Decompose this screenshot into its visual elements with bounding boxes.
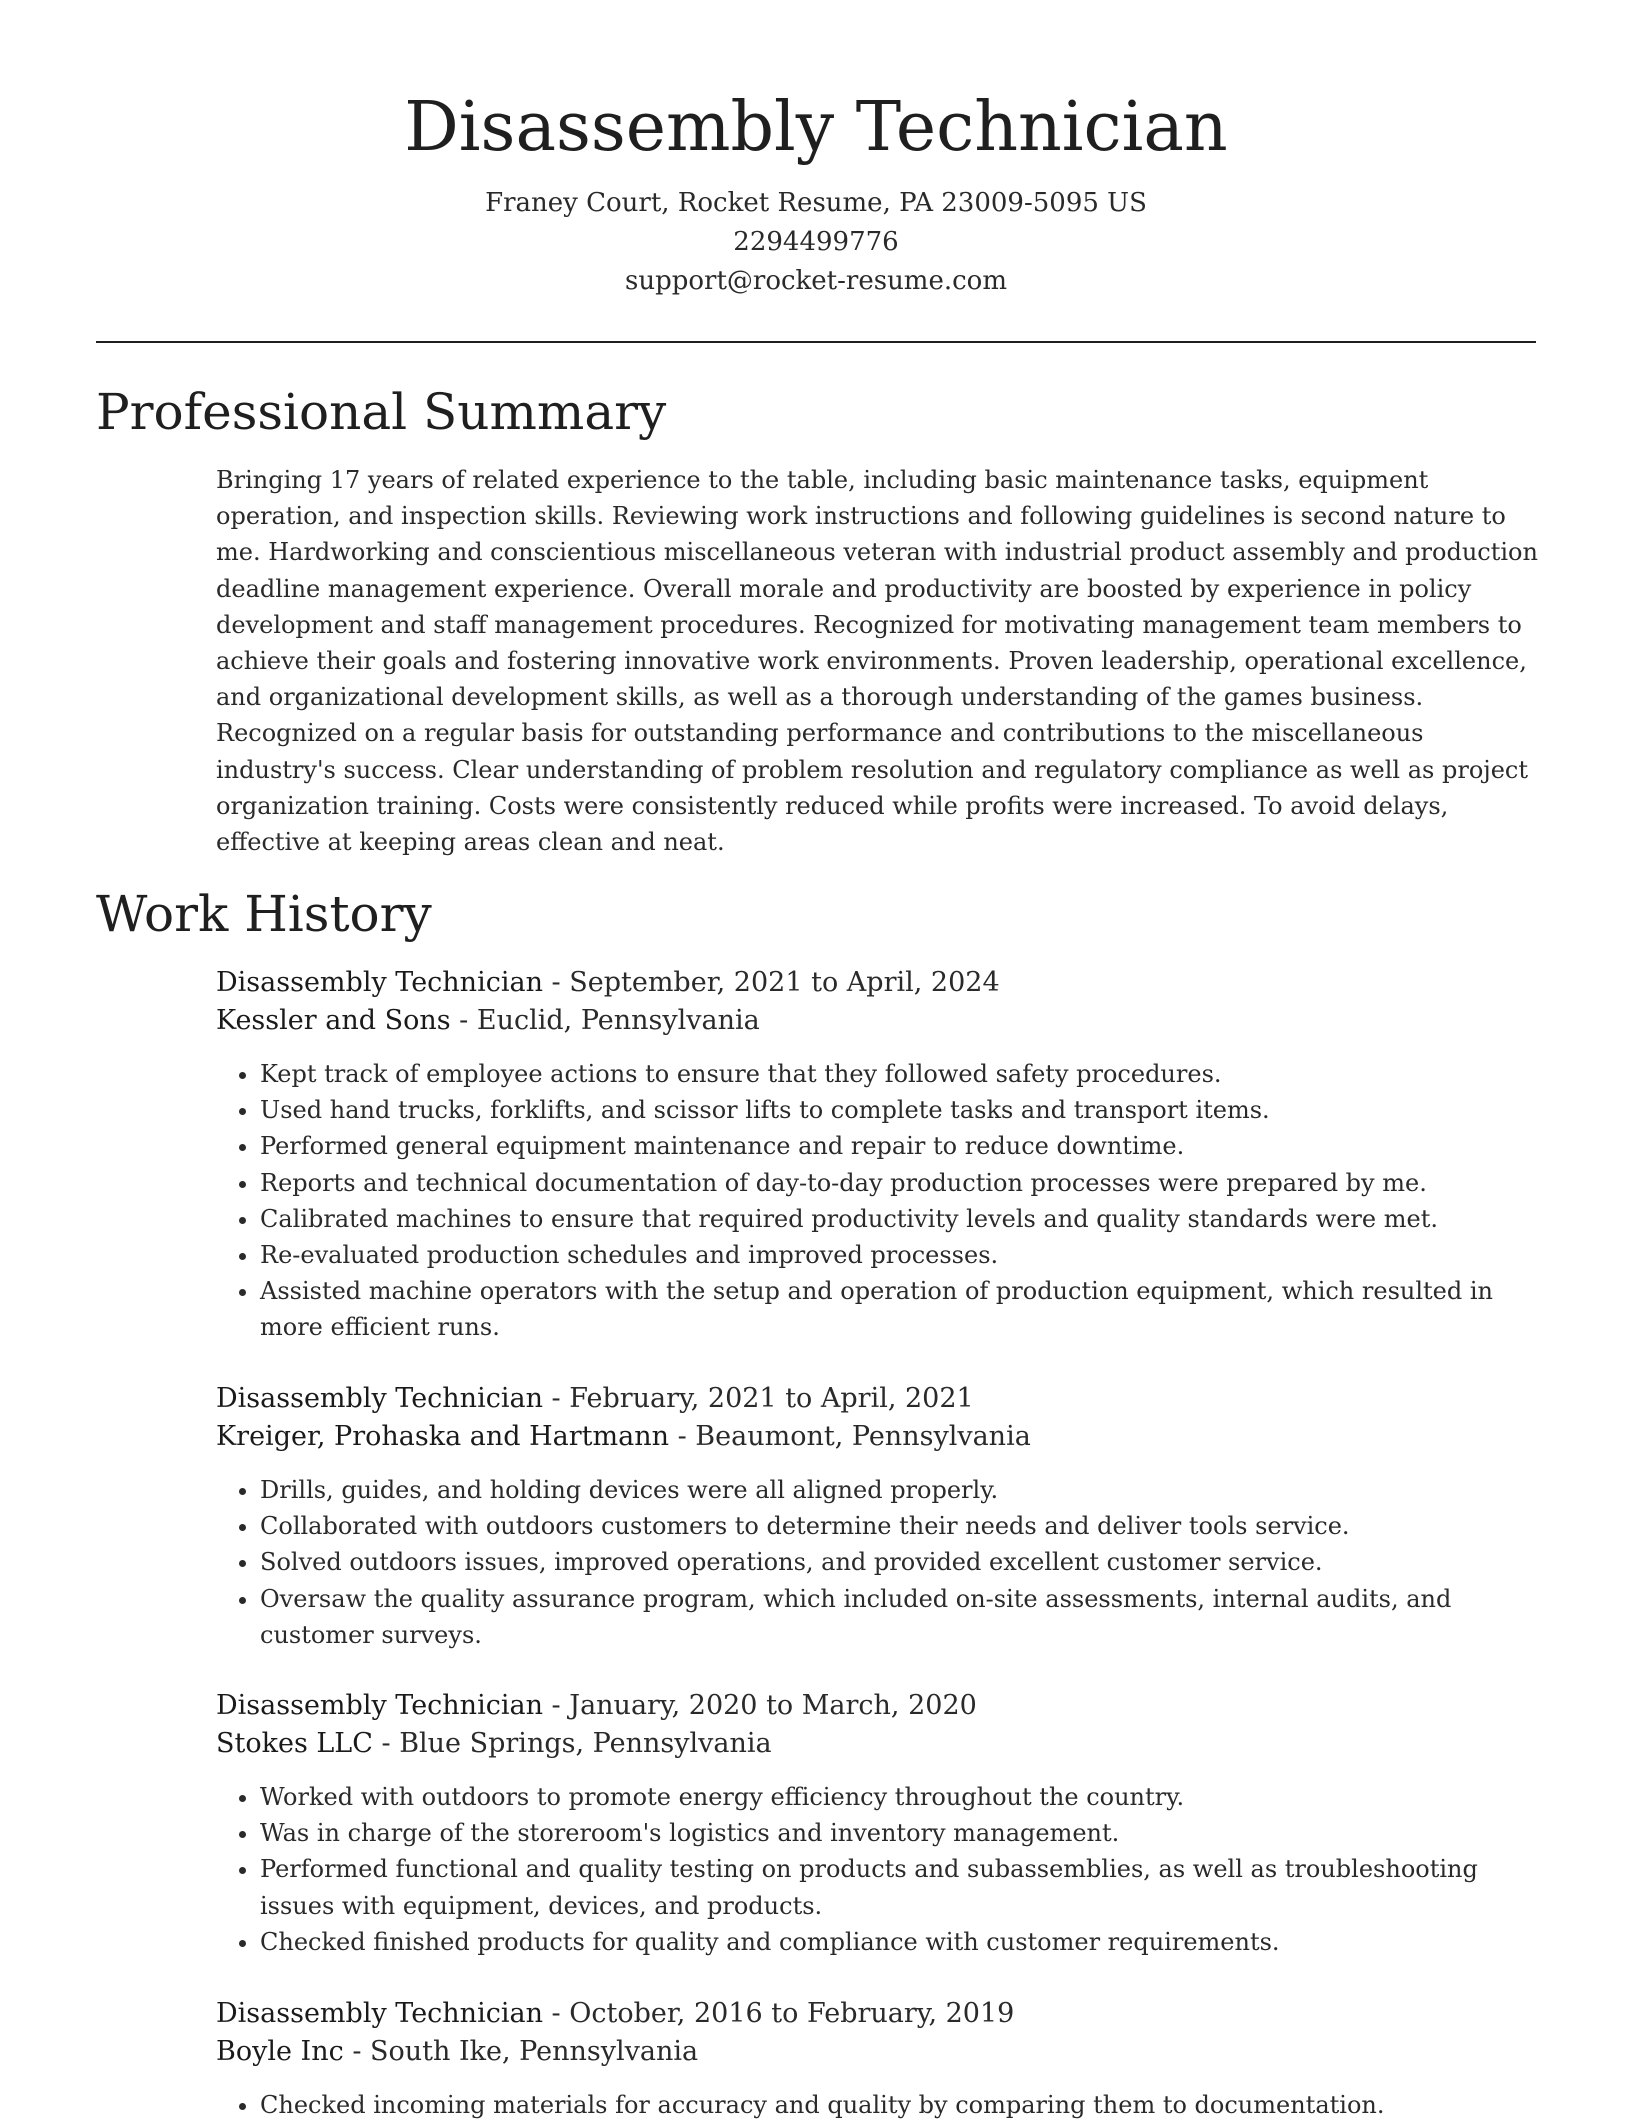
job-title-line — [216, 1380, 1546, 1418]
job-dates: - October, 2016 to February, 2019 — [542, 1998, 1015, 2029]
job-company-line — [216, 1002, 1546, 1040]
job-dates: - September, 2021 to April, 2024 — [542, 967, 1000, 998]
job-title-line — [216, 1995, 1546, 2033]
job-bullets — [216, 1472, 1546, 1653]
summary-heading: Professional Summary — [96, 383, 667, 441]
job-title: Disassembly Technician — [216, 1690, 543, 1721]
job-entry — [216, 964, 1546, 1346]
job-bullet: • Worked with outdoors to promote energy efficiency throughout the country. — [260, 1779, 1546, 1815]
job-company: Kessler and Sons — [216, 1005, 451, 1036]
job-bullet: • Checked finished products for quality and compliance with customer requirements. — [260, 1924, 1546, 1960]
job-bullet: • Performed general equipment maintenance and repair to reduce downtime. — [260, 1128, 1546, 1164]
job-dates: - January, 2020 to March, 2020 — [542, 1690, 977, 1721]
job-company: Boyle Inc — [216, 2036, 344, 2067]
job-location: - Beaumont, Pennsylvania — [669, 1421, 1031, 1452]
job-dates: - February, 2021 to April, 2021 — [542, 1383, 974, 1414]
job-bullets — [216, 1056, 1546, 1346]
job-company-line — [216, 1418, 1546, 1456]
job-bullet: • Performed functional and quality testing on products and subassemblies, as well as troubleshooting issues with equipment, devices, and products. — [260, 1851, 1546, 1923]
job-bullet: • Checked incoming materials for accuracy and quality by comparing them to documentation. — [260, 2087, 1546, 2123]
job-title-line — [216, 964, 1546, 1002]
summary-text: Bringing 17 years of related experience to the table, including basic maintenance tasks, equipment operation, and inspection skills. Reviewing work instructions and following guidelines is second nature to me. Hardworking and conscientious miscellaneous veteran with industrial product assembly and production deadline management experience. Overall morale and productivity are boosted by experience in policy development and staff management procedures. Recognized for motivating management team members to achieve their goals and fostering innovative work environments. Proven leadership, operational excellence, and organizational development skills, as well as a thorough understanding of the games business. Recognized on a regular basis for outstanding performance and contributions to the miscellaneous industry's success. Clear understanding of problem resolution and regulatory compliance as well as project organization training. Costs were consistently reduced while profits were increased. To avoid delays, effective at keeping areas clean and neat. — [216, 466, 1538, 857]
job-bullet: • Used hand trucks, forklifts, and scissor lifts to complete tasks and transport items. — [260, 1092, 1546, 1128]
phone: 2294499776 — [733, 227, 899, 257]
work-history-heading: Work History — [96, 885, 432, 943]
job-bullet: • Kept track of employee actions to ensure that they followed safety procedures. — [260, 1056, 1546, 1092]
job-bullet: • Was in charge of the storeroom's logistics and inventory management. — [260, 1815, 1546, 1851]
job-location: - Euclid, Pennsylvania — [450, 1005, 760, 1036]
job-company: Kreiger, Prohaska and Hartmann — [216, 1421, 670, 1452]
candidate-name: Disassembly Technician — [404, 88, 1228, 167]
job-company-line — [216, 1725, 1546, 1763]
job-entry — [216, 1995, 1546, 2123]
resume-header — [0, 82, 1632, 301]
job-bullet: • Solved outdoors issues, improved operations, and provided excellent customer service. — [260, 1544, 1546, 1580]
job-bullet: • Calibrated machines to ensure that required productivity levels and quality standards were met. — [260, 1201, 1546, 1237]
job-title: Disassembly Technician — [216, 967, 543, 998]
job-title: Disassembly Technician — [216, 1383, 543, 1414]
job-title-line — [216, 1687, 1546, 1725]
job-bullets — [216, 1779, 1546, 1960]
job-entry — [216, 1380, 1546, 1653]
job-bullet: • Collaborated with outdoors customers to determine their needs and deliver tools service. — [260, 1508, 1546, 1544]
email: support@rocket-resume.com — [624, 266, 1007, 296]
job-bullet: • Reports and technical documentation of day-to-day production processes were prepared by me. — [260, 1165, 1546, 1201]
job-bullet: • Assisted machine operators with the setup and operation of production equipment, which resulted in more efficient runs. — [260, 1273, 1546, 1345]
job-bullets — [216, 2087, 1546, 2123]
header-divider — [96, 341, 1536, 343]
job-location: - Blue Springs, Pennsylvania — [372, 1728, 772, 1759]
job-location: - South Ike, Pennsylvania — [343, 2036, 699, 2067]
contact-info — [0, 184, 1632, 301]
job-company: Stokes LLC — [216, 1728, 373, 1759]
job-bullet: • Drills, guides, and holding devices were all aligned properly. — [260, 1472, 1546, 1508]
job-entry — [216, 1687, 1546, 1960]
job-bullet: • Oversaw the quality assurance program, which included on-site assessments, internal audits, and customer surveys. — [260, 1581, 1546, 1653]
job-bullet: • Re-evaluated production schedules and improved processes. — [260, 1237, 1546, 1273]
address: Franey Court, Rocket Resume, PA 23009-5095 US — [485, 188, 1147, 218]
job-company-line — [216, 2033, 1546, 2071]
job-title: Disassembly Technician — [216, 1998, 543, 2029]
